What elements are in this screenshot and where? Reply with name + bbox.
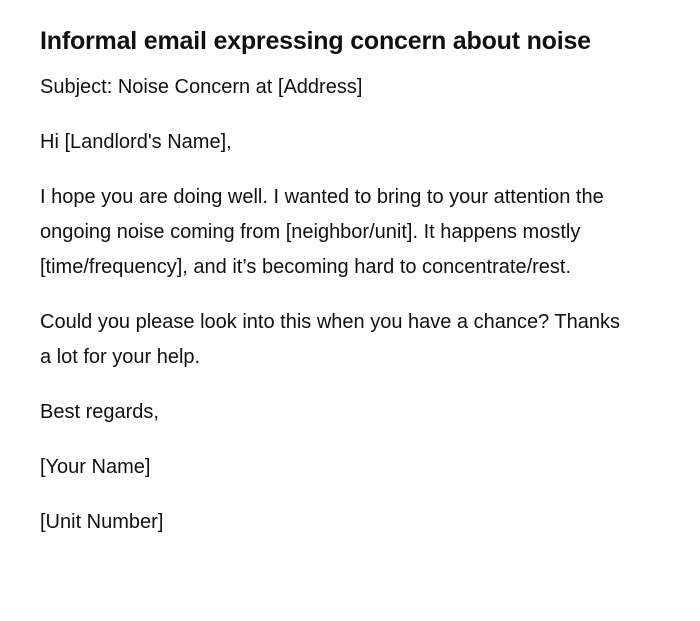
email-body-paragraph-2: Could you please look into this when you have a chance? Thanks a lot for your help. [40, 311, 621, 368]
signature-name: [Your Name] [40, 456, 151, 478]
email-greeting: Hi [Landlord's Name], [40, 131, 232, 153]
email-body-paragraph-1: I hope you are doing well. I wanted to bring to your attention the ongoing noise coming from [neighbor/unit]. It happens mostly [time/frequency], and it’s becoming hard to concentrate/rest. [40, 186, 604, 278]
signature-unit-number: [Unit Number] [40, 511, 164, 533]
email-subject: Subject: Noise Concern at [Address] [40, 76, 363, 98]
email-closing: Best regards, [40, 401, 159, 423]
page-title: Informal email expressing concern about noise [40, 27, 591, 55]
